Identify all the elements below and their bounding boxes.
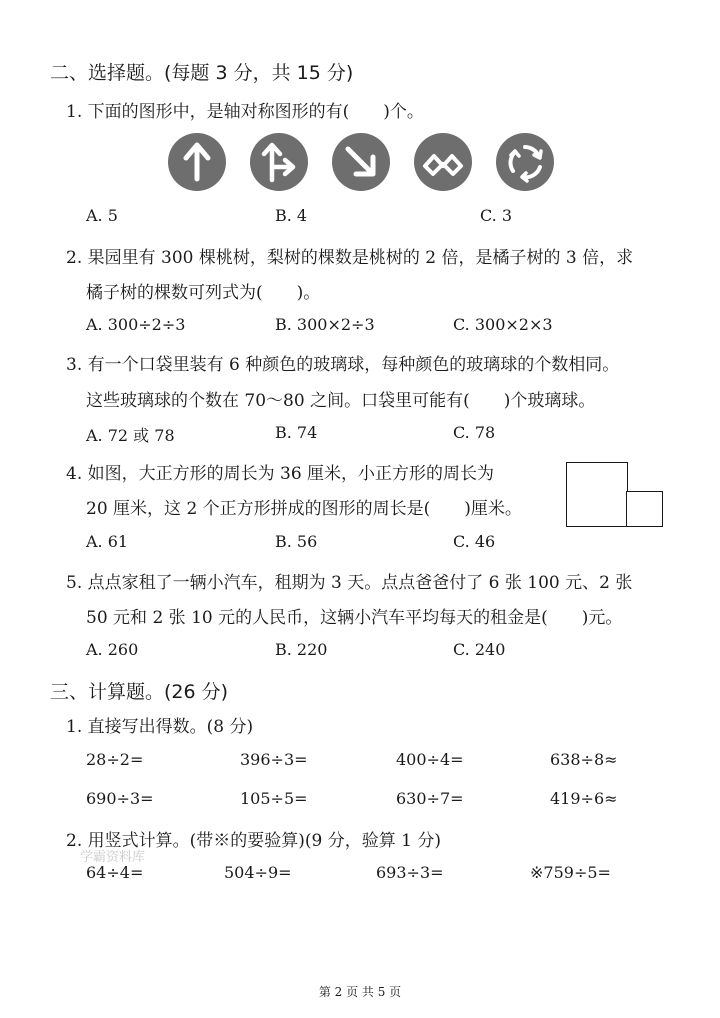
calc-item: 504÷9= bbox=[224, 863, 292, 882]
watermark: 学霸资料库 bbox=[80, 850, 146, 865]
calc-item: 693÷3= bbox=[376, 863, 444, 882]
q2-option-a: A. 300÷2÷3 bbox=[86, 315, 186, 334]
q3-option-a: A. 72 或 78 bbox=[86, 426, 175, 445]
q4-option-b: B. 56 bbox=[275, 532, 318, 551]
q4-option-a: A. 61 bbox=[86, 532, 129, 551]
diagonal-down-right-arrow-icon bbox=[332, 133, 390, 191]
small-square-figure bbox=[626, 491, 663, 527]
question-5-line-1: 5. 点点家租了一辆小汽车，租期为 3 天。点点爸爸付了 6 张 100 元、2 张 bbox=[66, 573, 633, 593]
up-arrow-icon bbox=[168, 133, 226, 191]
question-2-line-2: 橘子树的棵数可列式为( )。 bbox=[86, 283, 321, 303]
q2-option-c: C. 300×2×3 bbox=[453, 315, 553, 334]
zigzag-arrow-icon bbox=[414, 133, 472, 191]
question-2-line-1: 2. 果园里有 300 棵桃树，梨树的棵数是桃树的 2 倍，是橘子树的 3 倍，求 bbox=[66, 248, 634, 268]
question-5-line-2: 50 元和 2 张 10 元的人民币，这辆小汽车平均每天的租金是( )元。 bbox=[86, 608, 623, 628]
q1-option-c: C. 3 bbox=[480, 206, 513, 225]
q3-option-b: B. 74 bbox=[275, 423, 318, 442]
problem-1-title: 1. 直接写出得数。(8 分) bbox=[66, 717, 254, 737]
section-2-title: 二、选择题。(每题 3 分，共 15 分) bbox=[50, 62, 354, 84]
calc-item: 638÷8≈ bbox=[550, 750, 618, 769]
calc-item: 690÷3= bbox=[86, 789, 154, 808]
q5-option-b: B. 220 bbox=[275, 640, 328, 659]
q5-option-c: C. 240 bbox=[453, 640, 506, 659]
calc-item: 400÷4= bbox=[396, 750, 464, 769]
calc-item: 630÷7= bbox=[396, 789, 464, 808]
calc-item: 64÷4= bbox=[86, 863, 144, 882]
calc-item: 396÷3= bbox=[240, 750, 308, 769]
large-square-figure bbox=[566, 462, 628, 527]
q1-option-b: B. 4 bbox=[275, 206, 308, 225]
page-footer: 第 2 页 共 5 页 bbox=[318, 985, 402, 999]
calc-item: ※759÷5= bbox=[530, 863, 611, 882]
calc-item: 28÷2= bbox=[86, 750, 144, 769]
circular-arrows-icon bbox=[496, 133, 554, 191]
calc-item: 419÷6≈ bbox=[550, 789, 618, 808]
question-4-line-2: 20 厘米，这 2 个正方形拼成的图形的周长是( )厘米。 bbox=[86, 499, 522, 519]
turn-right-arrow-icon bbox=[250, 133, 308, 191]
question-3-line-2: 这些玻璃球的个数在 70～80 之间。口袋里可能有( )个玻璃球。 bbox=[86, 391, 596, 411]
q1-option-a: A. 5 bbox=[86, 206, 118, 225]
q5-option-a: A. 260 bbox=[86, 640, 139, 659]
q3-option-c: C. 78 bbox=[453, 423, 496, 442]
problem-2-title: 2. 用竖式计算。(带※的要验算)(9 分，验算 1 分) bbox=[66, 831, 441, 851]
question-4-line-1: 4. 如图，大正方形的周长为 36 厘米，小正方形的周长为 bbox=[66, 464, 495, 484]
q4-option-c: C. 46 bbox=[453, 532, 496, 551]
q2-option-b: B. 300×2÷3 bbox=[275, 315, 375, 334]
section-3-title: 三、计算题。(26 分) bbox=[50, 681, 229, 703]
calc-item: 105÷5= bbox=[240, 789, 308, 808]
question-3-line-1: 3. 有一个口袋里装有 6 种颜色的玻璃球，每种颜色的玻璃球的个数相同。 bbox=[66, 355, 620, 375]
question-1-text: 1. 下面的图形中，是轴对称图形的有( )个。 bbox=[66, 102, 424, 122]
